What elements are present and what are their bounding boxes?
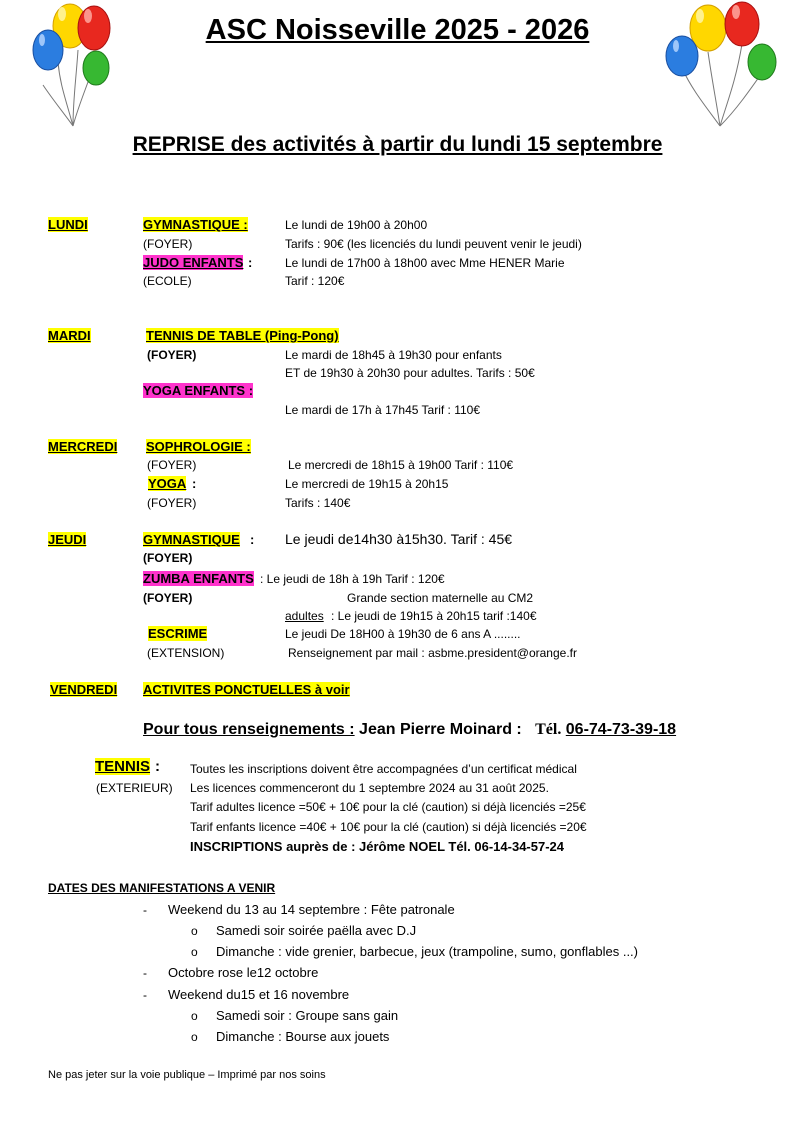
event-3b: Dimanche : Bourse aux jouets [216,1029,390,1044]
mercredi-yoga-time: Le mercredi de 19h15 à 20h15 [285,477,449,491]
tennis-title: TENNIS [95,758,151,775]
jeudi-zumba-name: ZUMBA ENFANTS [143,571,254,586]
tennis-place: (EXTERIEUR) [96,781,173,795]
events-dash-3: - [143,988,147,1002]
jeudi-escrime-info: Renseignement par mail : asbme.president@orange.fr [288,646,577,660]
mardi-tennis-time2: ET de 19h30 à 20h30 pour adultes. Tarifs : 50€ [285,366,535,380]
mercredi-sopho-place: (FOYER) [147,458,197,472]
mercredi-sopho-name: SOPHROLOGIE : [146,439,251,454]
jeudi-zumba-time: : Le jeudi de 18h à 19h Tarif : 120€ [260,572,445,586]
jeudi-zumba-section: Grande section maternelle au CM2 [347,591,534,605]
page-title: ASC Noisseville 2025 - 2026 [205,14,590,46]
day-mercredi: MERCREDI [48,439,118,454]
contact-tel-label: Tél. [535,721,562,738]
mardi-tennis-time1: Le mardi de 18h45 à 19h30 pour enfants [285,348,502,362]
lundi-judo-place: (ECOLE) [143,274,192,288]
jeudi-gym-time: Le jeudi de14h30 à15h30. Tarif : 45€ [285,531,513,547]
events-bullet-3b: o [191,1030,198,1044]
jeudi-zumba-place: (FOYER) [143,591,193,605]
lundi-judo-time: Le lundi de 17h00 à 18h00 avec Mme HENER Marie [285,256,565,270]
mardi-tennis-place: (FOYER) [147,348,197,362]
lundi-gym-time: Le lundi de 19h00 à 20h00 [285,218,428,232]
mardi-yoga-time: Le mardi de 17h à 17h45 Tarif : 110€ [285,403,481,417]
mercredi-yoga-name: YOGA [148,476,187,491]
events-bullet-1b: o [191,945,198,959]
lundi-gym-name: GYMNASTIQUE : [143,217,248,232]
jeudi-adultes-time: : Le jeudi de 19h15 à 20h15 tarif :140€ [331,609,537,623]
tennis-colon: : [155,758,160,775]
mardi-tennis-name: TENNIS DE TABLE (Ping-Pong) [146,328,339,343]
lundi-judo-price: Tarif : 120€ [285,274,345,288]
day-vendredi: VENDREDI [50,682,118,697]
mercredi-yoga-price: Tarifs : 140€ [285,496,351,510]
mercredi-yoga-colon: : [192,476,197,491]
event-3a: Samedi soir : Groupe sans gain [216,1008,399,1023]
events-dash-2: - [143,966,147,980]
jeudi-gym-colon: : [250,532,255,547]
lundi-judo-colon: : [248,255,253,270]
contact-line [143,721,676,739]
page-subtitle: REPRISE des activités à partir du lundi 15 septembre [132,133,663,156]
events-bullet-1a: o [191,924,198,938]
day-jeudi: JEUDI [48,532,87,547]
jeudi-escrime-time: Le jeudi De 18H00 à 19h30 de 6 ans A ........ [285,627,521,641]
jeudi-gym-place: (FOYER) [143,551,193,565]
tennis-line2: Les licences commenceront du 1 septembre 2024 au 31 août 2025. [190,781,549,795]
mardi-yoga-name: YOGA ENFANTS : [143,383,254,398]
lundi-gym-price: Tarifs : 90€ (les licenciés du lundi peuvent venir le jeudi) [285,237,582,251]
tennis-line3: Tarif adultes licence =50€ + 10€ pour la clé (caution) si déjà licenciés =25€ [190,800,586,814]
events-heading: DATES DES MANIFESTATIONS A VENIR [48,881,276,895]
events-dash-1: - [143,903,147,917]
event-2: Octobre rose le12 octobre [168,965,319,980]
mercredi-yoga-place: (FOYER) [147,496,197,510]
event-3: Weekend du15 et 16 novembre [168,987,350,1002]
events-bullet-3a: o [191,1009,198,1023]
contact-label: Pour tous renseignements : [143,721,355,738]
event-1b: Dimanche : vide grenier, barbecue, jeux (trampoline, sumo, gonflables ...) [216,944,638,959]
day-lundi: LUNDI [48,217,88,232]
lundi-judo-name: JUDO ENFANTS [143,255,244,270]
day-mardi: MARDI [48,328,91,343]
contact-name: Jean Pierre Moinard : [354,721,522,738]
footer-text: Ne pas jeter sur la voie publique – Imprimé par nos soins [48,1069,326,1081]
tennis-line1: Toutes les inscriptions doivent être accompagnées d’un certificat médical [190,762,577,776]
jeudi-adultes-label: adultes [285,609,324,623]
vendredi-activity: ACTIVITES PONCTUELLES à voir [143,682,350,697]
event-1: Weekend du 13 au 14 septembre : Fête patronale [168,902,455,917]
mercredi-sopho-time: Le mercredi de 18h15 à 19h00 Tarif : 110€ [288,458,514,472]
jeudi-gym-name: GYMNASTIQUE [143,532,240,547]
lundi-gym-place: (FOYER) [143,237,193,251]
contact-phone: 06-74-73-39-18 [565,721,677,738]
jeudi-escrime-name: ESCRIME [148,626,208,641]
tennis-line5: INSCRIPTIONS auprès de : Jérôme NOEL Tél. 06-14-34-57-24 [190,839,565,854]
tennis-line4: Tarif enfants licence =40€ + 10€ pour la clé (caution) si déjà licenciés =20€ [190,820,587,834]
event-1a: Samedi soir soirée paëlla avec D.J [216,923,417,938]
jeudi-escrime-place: (EXTENSION) [147,646,225,660]
